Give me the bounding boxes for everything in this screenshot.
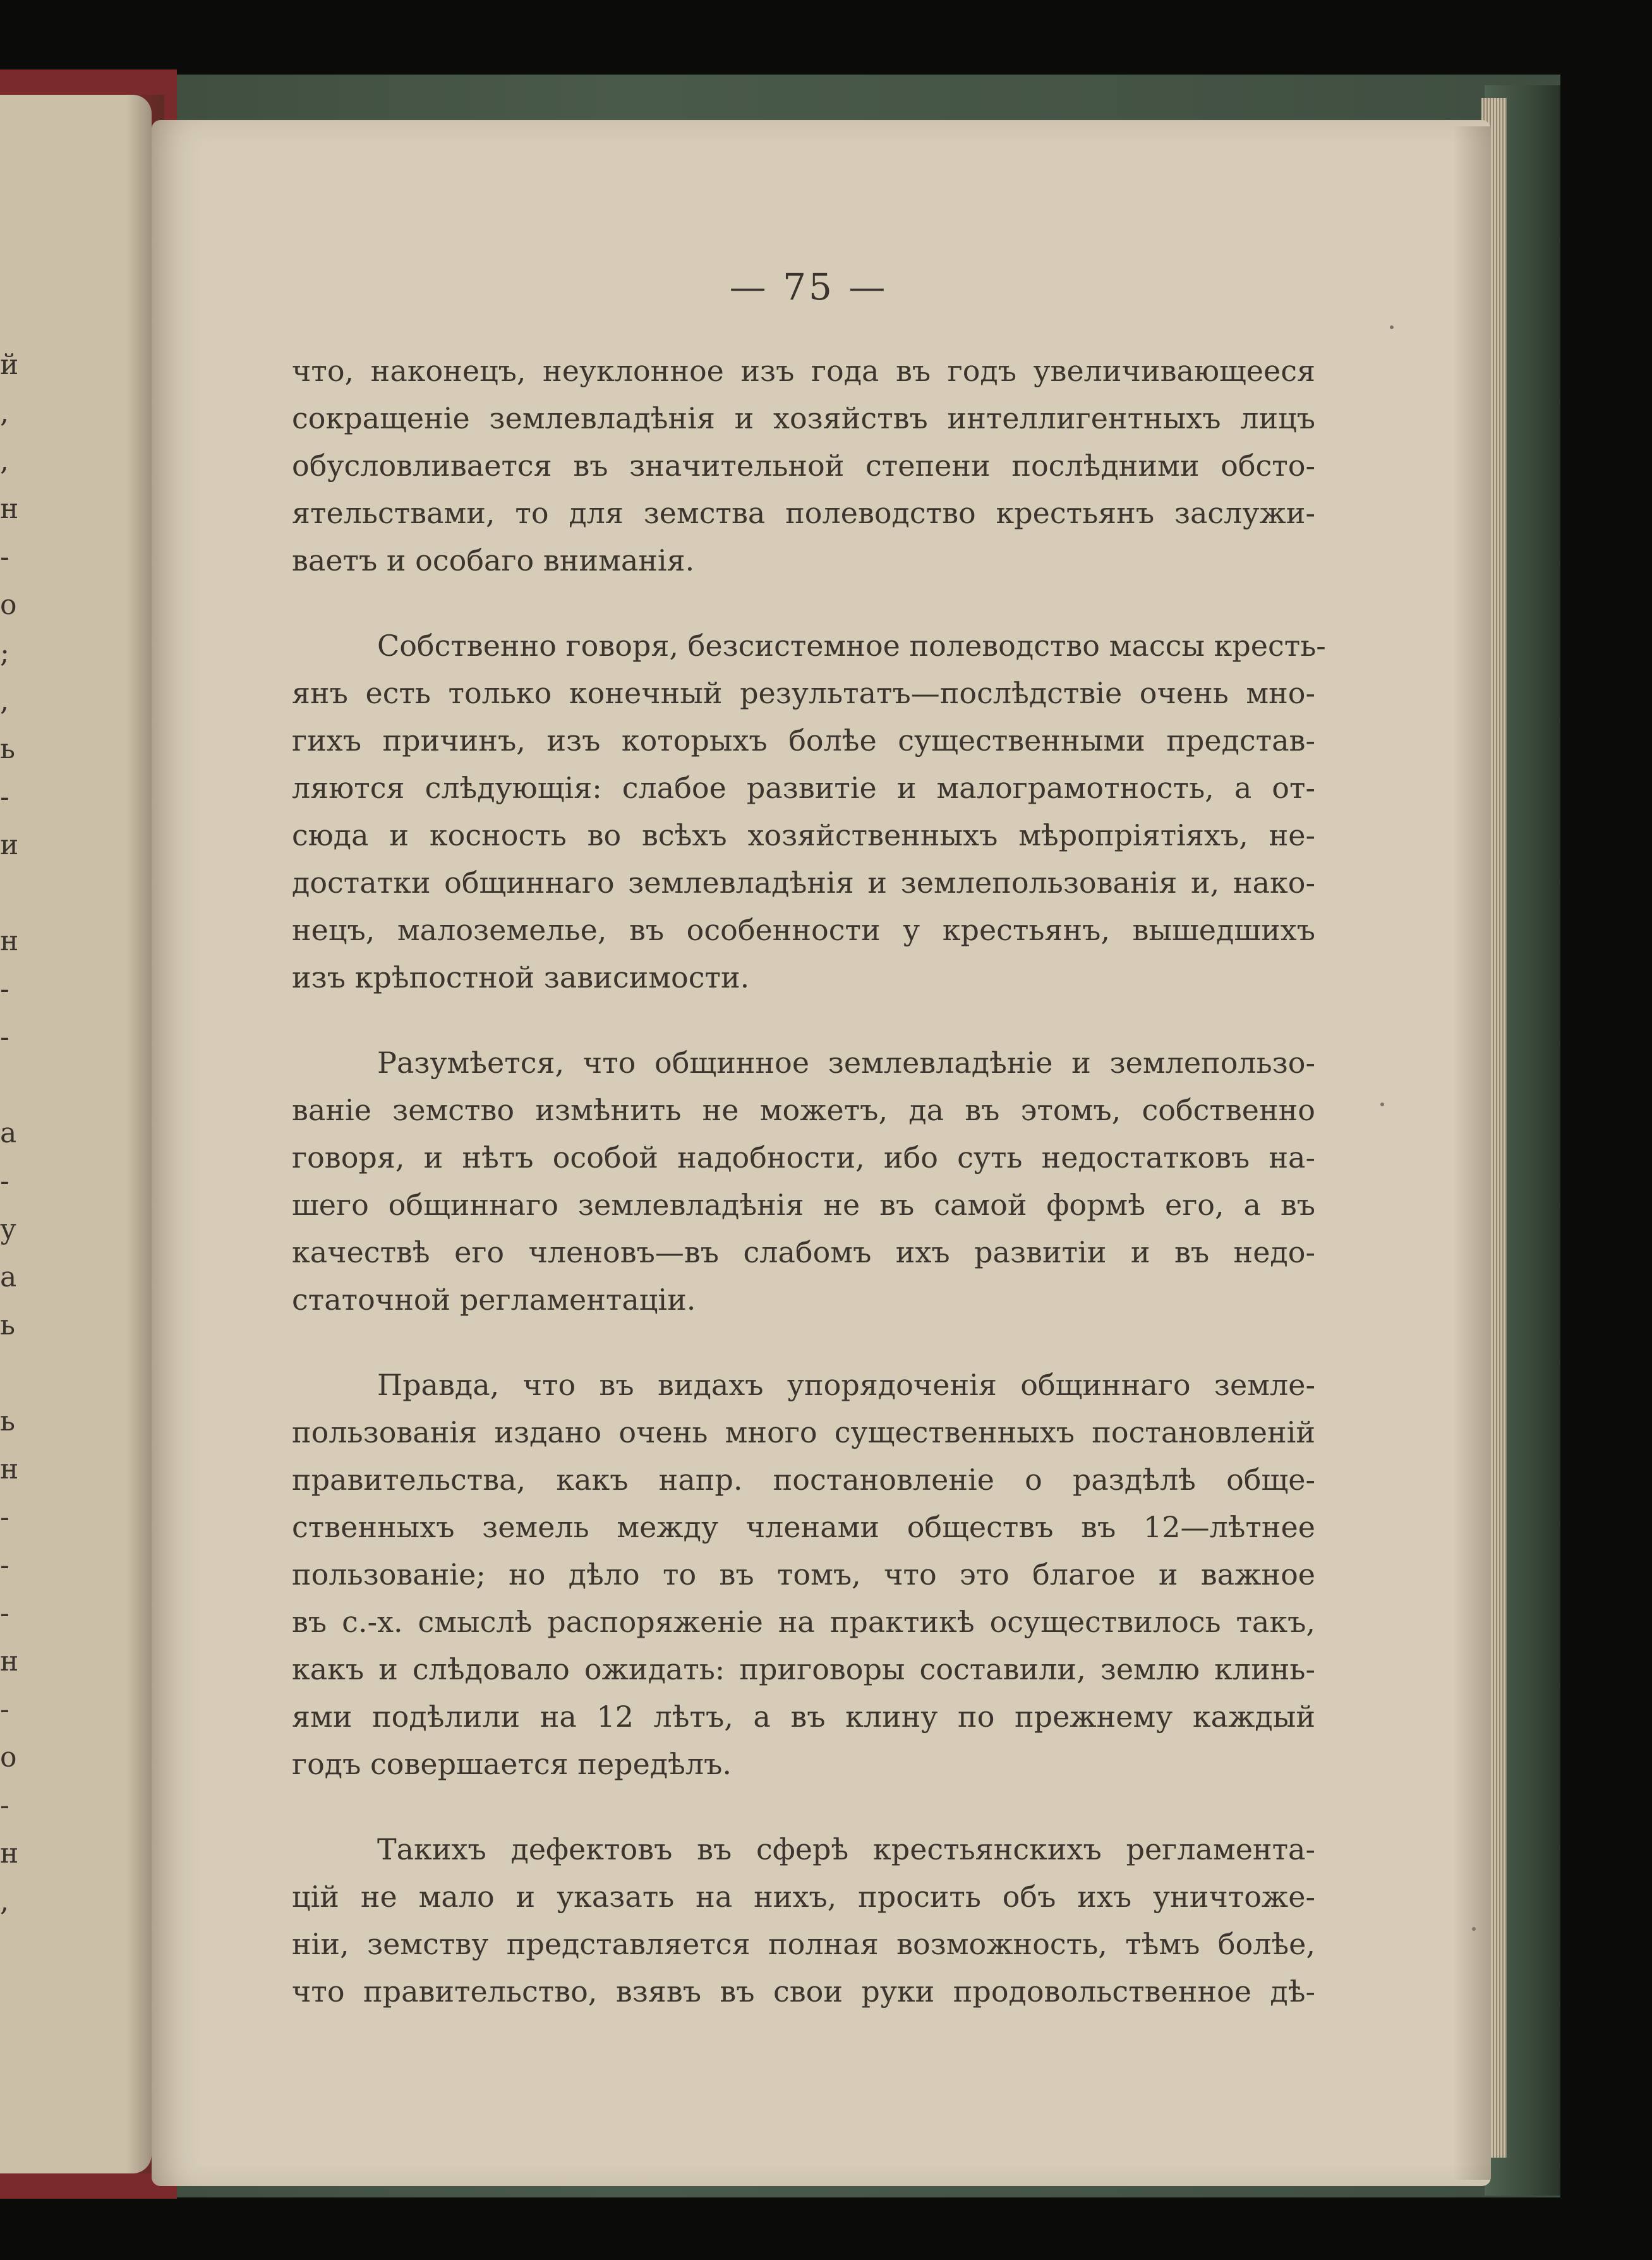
paragraph xyxy=(292,1362,1315,1788)
text-line: ятельствами, то для земства полеводство крестьянъ заслужи- xyxy=(292,496,1315,530)
text-line: говоря, и нѣтъ особой надобности, ибо суть недостатковъ на- xyxy=(292,1140,1315,1175)
text-line: пользованія издано очень много существенныхъ постановленій xyxy=(292,1415,1315,1449)
text-line: ваніе земство измѣнить не можетъ, да въ этомъ, собственно xyxy=(292,1093,1315,1127)
left-edge-char: о xyxy=(0,1741,17,1774)
left-edge-char: , xyxy=(0,397,9,429)
left-edge-char: - xyxy=(0,1501,9,1533)
left-edge-char: а xyxy=(0,1261,17,1293)
left-edge-char: - xyxy=(0,1789,9,1822)
left-edge-char: ; xyxy=(0,637,9,669)
text-line: ляются слѣдующія: слабое развитіе и малограмотность, а от- xyxy=(292,771,1315,805)
left-edge-char: - xyxy=(0,1597,9,1629)
paragraph xyxy=(292,1039,1315,1324)
text-line: ственныхъ земель между членами обществъ въ 12—лѣтнее xyxy=(292,1510,1315,1544)
text-line: цій не мало и указать на нихъ, просить объ ихъ уничтоже- xyxy=(292,1880,1315,1914)
left-edge-char: - xyxy=(0,973,9,1005)
text-line: годъ совершается передѣлъ. xyxy=(292,1747,732,1781)
text-line: правительства, какъ напр. постановленіе о раздѣлѣ обще- xyxy=(292,1463,1315,1497)
text-line: Правда, что въ видахъ упорядоченія общиннаго земле- xyxy=(377,1368,1315,1402)
left-edge-char: н xyxy=(0,493,19,525)
text-line: нецъ, малоземелье, въ особенности у крестьянъ, вышедшихъ xyxy=(292,913,1315,947)
left-edge-char: - xyxy=(0,541,9,573)
text-line: какъ и слѣдовало ожидать: приговоры составили, землю клинь- xyxy=(292,1652,1315,1686)
left-edge-char: н xyxy=(0,1837,19,1870)
text-line: достатки общиннаго землевладѣнія и землепользованія и, нако- xyxy=(292,866,1315,900)
text-line: обусловливается въ значительной степени послѣдними обсто- xyxy=(292,449,1315,483)
text-line: ніи, земству представляется полная возможность, тѣмъ болѣе, xyxy=(292,1927,1315,1961)
left-edge-char xyxy=(0,1350,25,1398)
left-edge-char: ь xyxy=(0,733,15,765)
text-line: сокращеніе землевладѣнія и хозяйствъ интеллигентныхъ лицъ xyxy=(292,401,1315,435)
paper-speck xyxy=(1390,325,1394,329)
left-edge-char: - xyxy=(0,1549,9,1581)
left-edge-char: а xyxy=(0,1117,17,1149)
paper-speck xyxy=(1380,1103,1384,1106)
left-edge-char: , xyxy=(0,685,9,717)
text-line: гихъ причинъ, изъ которыхъ болѣе существенными представ- xyxy=(292,723,1315,758)
left-edge-char: й xyxy=(0,349,19,381)
text-line: статочной регламентаціи. xyxy=(292,1283,696,1317)
left-edge-char xyxy=(0,869,25,917)
text-line: въ с.-х. смыслѣ распоряженіе на практикѣ осуществилось такъ, xyxy=(292,1605,1315,1639)
paragraph xyxy=(292,622,1326,1001)
text-line: качествѣ его членовъ—въ слабомъ ихъ развитіи и въ недо- xyxy=(292,1235,1315,1269)
left-edge-char xyxy=(0,1061,25,1109)
left-edge-char: - xyxy=(0,1693,9,1725)
text-line: что, наконецъ, неуклонное изъ года въ годъ увеличивающееся xyxy=(292,354,1315,388)
left-edge-char: о xyxy=(0,589,17,621)
text-line: Разумѣется, что общинное землевладѣніе и землепользо- xyxy=(377,1046,1315,1080)
paper-speck xyxy=(1472,1927,1476,1931)
text-line: сюда и косность во всѣхъ хозяйственныхъ мѣропріятіяхъ, не- xyxy=(292,818,1315,852)
text-line: изъ крѣпостной зависимости. xyxy=(292,960,750,994)
text-line: что правительство, взявъ въ свои руки продовольственное дѣ- xyxy=(292,1974,1315,2009)
left-edge-char: н xyxy=(0,1645,19,1677)
left-page-edge-text xyxy=(0,341,25,1926)
left-edge-char: - xyxy=(0,1021,9,1053)
left-edge-char: - xyxy=(0,1165,9,1197)
text-line: ваетъ и особаго вниманія. xyxy=(292,543,695,577)
page-number: — 75 — xyxy=(729,265,888,308)
page-body-text xyxy=(292,347,1326,2053)
left-edge-char: у xyxy=(0,1213,16,1245)
text-line: Собственно говоря, безсистемное полеводство массы кресть- xyxy=(377,629,1326,663)
paragraph xyxy=(292,1826,1315,2015)
left-edge-char: и xyxy=(0,829,19,861)
text-line: Такихъ дефектовъ въ сферѣ крестьянскихъ регламента- xyxy=(377,1832,1315,1866)
left-edge-char: , xyxy=(0,445,9,477)
left-edge-char: ь xyxy=(0,1309,15,1341)
left-edge-char: н xyxy=(0,925,19,957)
left-edge-char: - xyxy=(0,781,9,813)
text-line: шего общиннаго землевладѣнія не въ самой формѣ его, а въ xyxy=(292,1188,1315,1222)
left-edge-char: ь xyxy=(0,1405,15,1437)
left-edge-char: н xyxy=(0,1453,19,1485)
text-line: янъ есть только конечный результатъ—послѣдствіе очень мно- xyxy=(292,676,1315,710)
left-edge-char: , xyxy=(0,1885,9,1918)
paragraph xyxy=(292,347,1315,584)
text-line: пользованіе; но дѣло то въ томъ, что это благое и важное xyxy=(292,1557,1315,1592)
text-line: ями подѣлили на 12 лѣтъ, а въ клину по прежнему каждый xyxy=(292,1700,1315,1734)
